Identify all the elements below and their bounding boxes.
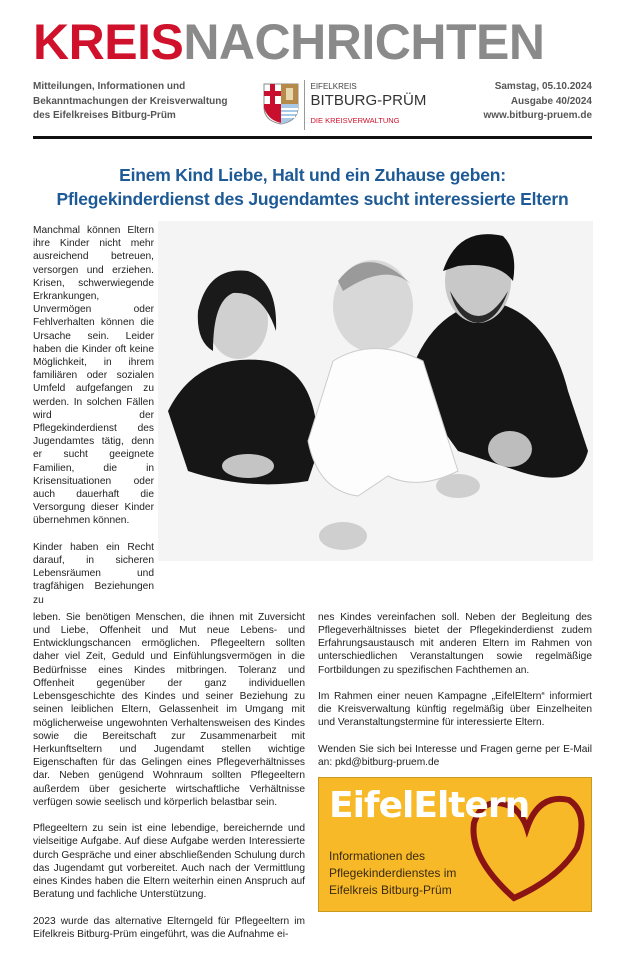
campaign-tagline: [329, 848, 456, 899]
logo-text-small: EIFELKREIS: [310, 82, 357, 91]
right-column-text: [318, 611, 592, 769]
paragraph: nes Kindes vereinfachen soll. Neben der Begleitung des Pflegeverhältnisses bietet der Pflegekinderdienst zudem Erfahrungsaustausch mit anderen Eltern im Rahmen von unterschiedlichen Veranstaltungen sowie regelmäßige Fortbildungen zu spezifischen Fachthemen an.: [318, 611, 592, 676]
logo-text-main: BITBURG-PRÜM: [310, 92, 427, 109]
headline-line: Pflegekinderdienst des Jugendamtes sucht interessierte Eltern: [56, 189, 569, 209]
district-logo: [263, 80, 433, 130]
header-row: [33, 80, 592, 130]
masthead-gray: NACHRICHTEN: [183, 14, 545, 70]
article-column-right: [318, 611, 592, 912]
article-headline: [23, 163, 602, 211]
tagline-line: Informationen des: [329, 849, 426, 864]
logo-divider: [304, 80, 305, 130]
paragraph: Pflegeeltern zu sein ist eine lebendige, bereichernde und vielseitige Aufgabe. Auf diese Aufgabe werden Interessierte durch Gespräche und einer abschließenden Schulung durch das Jugendamt gut vorbereitet. Auch nach der Vermittlung eines Kindes haben die Eltern weiterhin einen Anspruch auf Beratung und fachliche Unterstützung.: [33, 823, 305, 901]
article-intro-column: [33, 221, 154, 607]
website: www.bitburg-pruem.de: [483, 110, 592, 121]
masthead-red: KREIS: [33, 14, 184, 70]
publication-description: [33, 80, 233, 124]
family-photo: [158, 221, 593, 561]
contact-paragraph: Wenden Sie sich bei Interesse und Fragen gerne per E-Mail an: pkd@bitburg-pruem.de: [318, 743, 592, 769]
paragraph: 2023 wurde das alternative Elterngeld für Pflegeeltern im Eifelkreis Bitburg-Prüm eingeführt, was die Aufnahme ei-: [33, 915, 305, 940]
issue-info: [462, 80, 592, 124]
paragraph: Manchmal können Eltern ihre Kinder nicht mehr ausreichend betreuen, versorgen und erziehen. Krisen, schwerwiegende Erkrankungen, Unvermögen oder Fehlverhalten können die Ursache sein. Leider haben die Kinder oft keine Möglichkeit, in ihrem familiären oder sozialen Umfeld aufgefangen zu werden. In solchen Fällen wird der Pflegekinderdienst des Jugendamtes tätig, denn er sucht geeignete Familien, die in Krisensituationen oder auch dauerhaft die Versorgung dieser Kinder übernehmen können.: [33, 225, 154, 527]
masthead: [33, 14, 592, 70]
paragraph: Im Rahmen einer neuen Kampagne „EifelEltern“ informiert die Kreisverwaltung künftig regelmäßig über Einzelheiten und Veranstaltungstermine für interessierte Eltern.: [318, 691, 592, 729]
headline-line: Einem Kind Liebe, Halt und ein Zuhause geben:: [119, 165, 506, 185]
coat-of-arms-icon: [263, 83, 299, 125]
article-top-section: [33, 221, 592, 607]
description-line: Mitteilungen, Informationen und: [33, 81, 186, 92]
paragraph: leben. Sie benötigen Menschen, die ihnen mit Zuversicht und Liebe, Offenheit und Mut neue Lebens- und Entwicklungschancen ermöglichen. Pflegeeltern sollten daher viel Zeit, Geduld und Einfühlungsvermögen in die Bedürfnisse eines Kindes mitbringen. Toleranz und Offenheit gegenüber der ganz individuellen Lebensgeschichte des Kindes und seiner Beziehung zu seinen leiblichen Eltern, Gelassenheit im Umgang mit möglicherweise ungewohnten Verhaltensweisen des Kindes sowie die Bereitschaft zur Zusammenarbeit mit Herkunftseltern und Jugendamt stellen wichtige Eigenschaften für das Gelingen eines Pflegeverhältnisses dar. Neben genügend Wohnraum sollten Pflegeeltern außerdem über gesicherte wirtschaftliche Verhältnisse verfügen sowie seelisch und körperlich belastbar sein.: [33, 611, 305, 808]
tagline-line: Pflegekinderdienstes im: [329, 866, 457, 881]
header-rule: [33, 136, 592, 139]
description-line: Bekanntmachungen der Kreisverwaltung: [33, 95, 228, 107]
article-columns: [33, 611, 592, 941]
campaign-logo-text: EifelEltern: [329, 785, 530, 827]
article-column-left: [33, 611, 305, 941]
issue-number: Ausgabe 40/2024: [510, 95, 592, 107]
paragraph: Kinder haben ein Recht darauf, in sicheren Lebensräumen und tragfähigen Beziehungen zu: [33, 541, 154, 606]
eifeleltern-campaign-banner: [318, 777, 592, 912]
tagline-line: Eifelkreis Bitburg-Prüm: [329, 883, 452, 898]
description-line: des Eifelkreises Bitburg-Prüm: [33, 110, 176, 121]
logo-text-red: DIE KREISVERWALTUNG: [310, 116, 400, 125]
issue-date: Samstag, 05.10.2024: [494, 81, 592, 92]
